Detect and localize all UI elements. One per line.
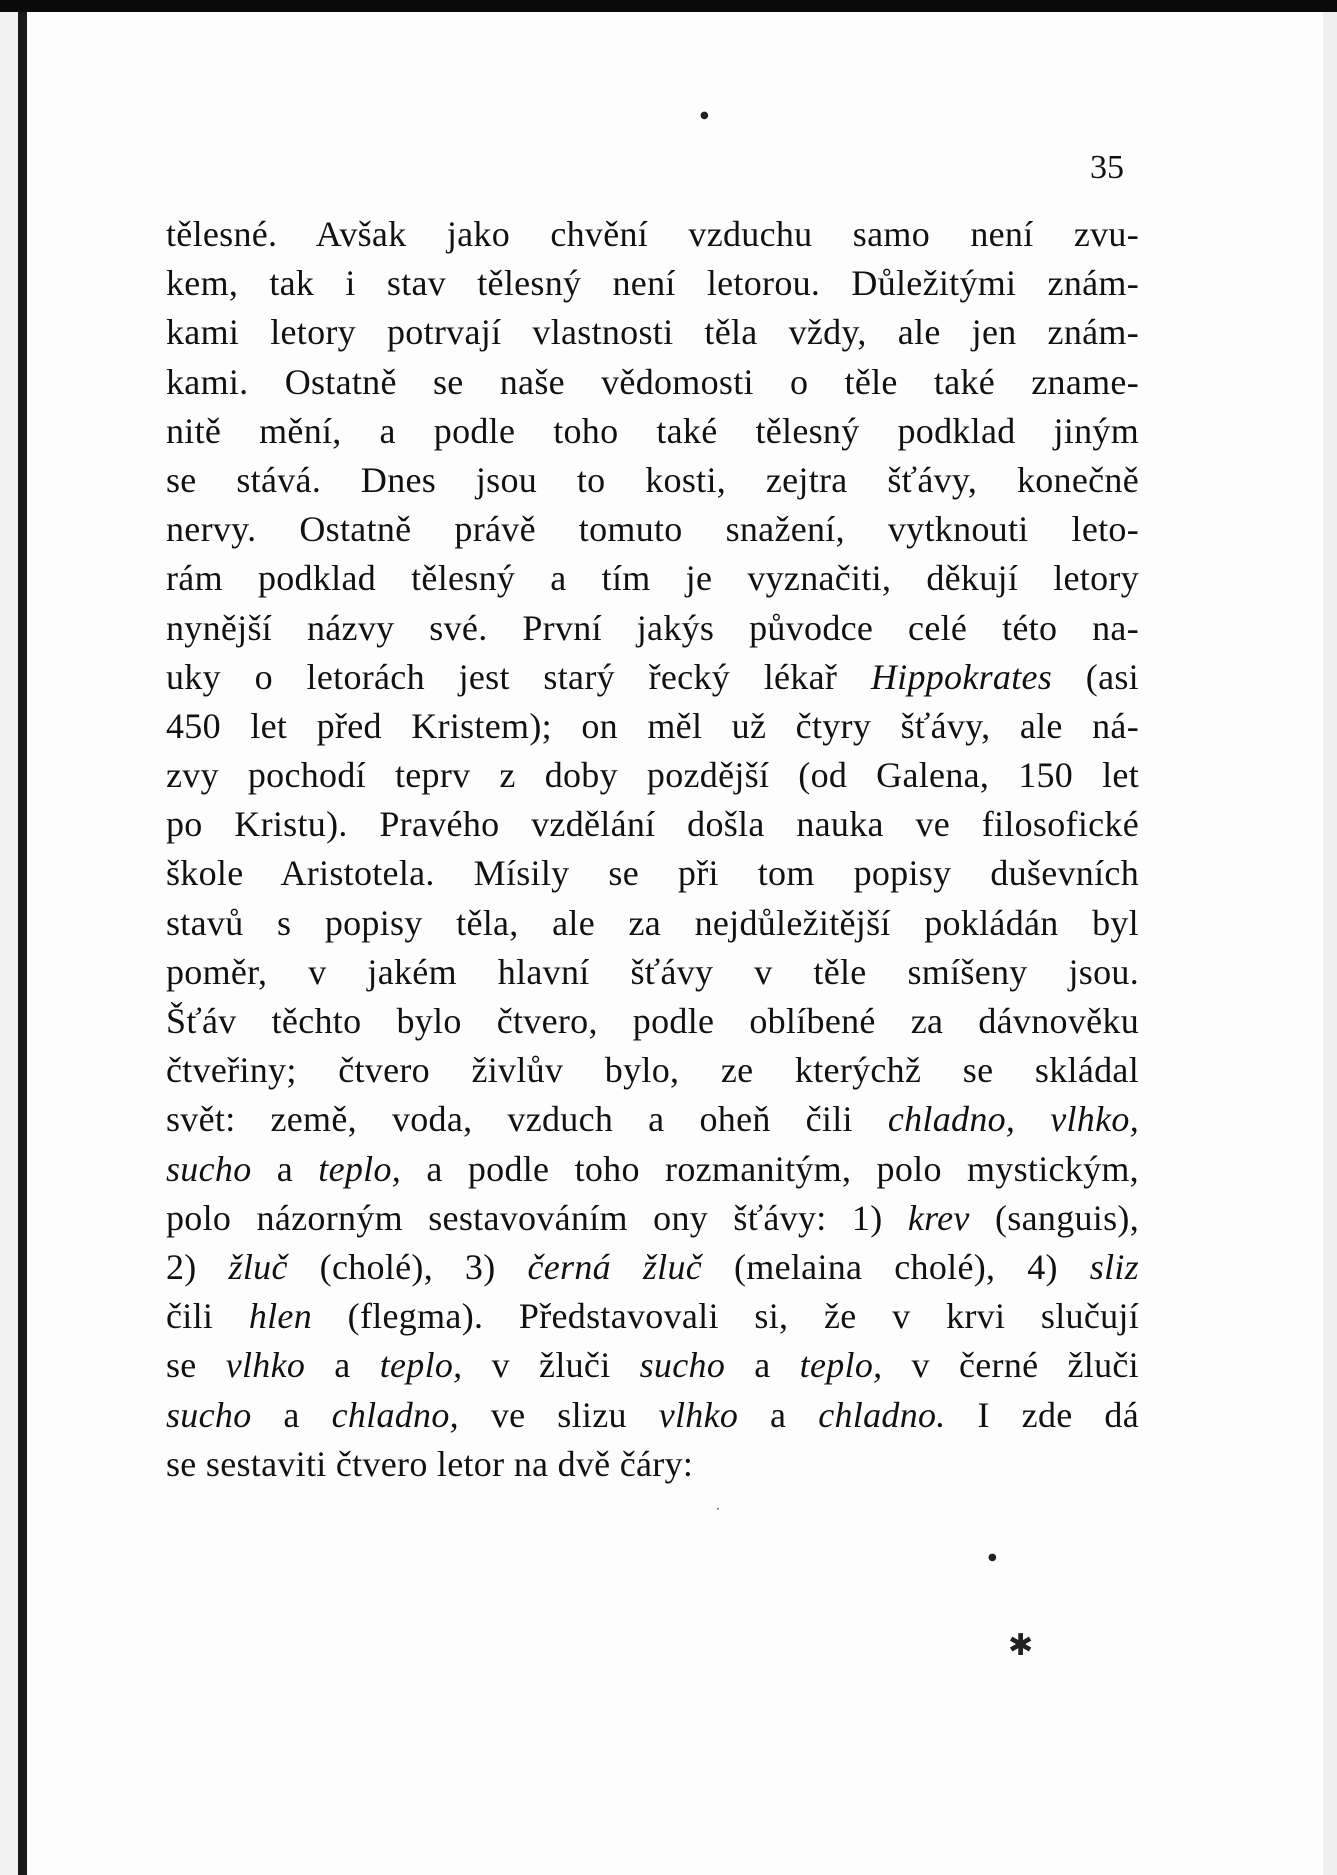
text-line xyxy=(166,800,1139,849)
scan-margin-right xyxy=(1323,12,1337,1875)
italic-term: teplo, xyxy=(799,1345,883,1386)
text-segment: se sestaviti čtvero letor na dvě čáry: xyxy=(166,1443,694,1484)
text-segment: nynější názvy své. První jakýs původce celé této na- xyxy=(166,607,1139,648)
text-line xyxy=(166,308,1139,357)
text-line xyxy=(166,653,1139,702)
text-segment: svět: země, voda, vzduch a oheň čili xyxy=(166,1099,888,1140)
text-segment: ve slizu xyxy=(458,1394,659,1435)
text-segment: se stává. Dnes jsou to kosti, zejtra šťávy, konečně xyxy=(166,459,1139,500)
text-line xyxy=(166,948,1139,997)
text-line xyxy=(166,1095,1139,1144)
italic-term: chladno. xyxy=(818,1394,946,1435)
text-segment: a xyxy=(305,1345,380,1386)
text-segment: kami letory potrvají vlastnosti těla vždy, ale jen znám- xyxy=(166,312,1139,353)
text-segment: Šťáv těchto bylo čtvero, podle oblíbené za dávnověku xyxy=(166,1001,1139,1041)
text-segment: a xyxy=(251,1148,319,1189)
text-segment: (flegma). Představovali si, že v krvi slučují xyxy=(312,1296,1140,1337)
italic-term: chladno, xyxy=(331,1394,459,1435)
text-segment: škole Aristotela. Mísily se při tom popisy duševních xyxy=(166,853,1139,894)
asterisk-mark: ✱ xyxy=(1008,1628,1034,1663)
text-line xyxy=(166,1391,1139,1440)
text-line xyxy=(166,456,1139,505)
italic-term: teplo, xyxy=(379,1345,463,1386)
italic-term: sucho xyxy=(639,1345,726,1386)
text-segment: a xyxy=(725,1345,800,1386)
text-segment: po Kristu). Pravého vzdělání došla nauka ve filosofické xyxy=(166,804,1139,845)
text-segment: (asi xyxy=(1052,656,1139,697)
text-segment: I zde dá xyxy=(945,1394,1139,1435)
text-segment: stavů s popisy těla, ale za nejdůležitější pokládán byl xyxy=(166,902,1139,943)
text-segment: a podle toho rozmanitým, polo mystickým, xyxy=(401,1148,1139,1189)
text-segment: poměr, v jakém hlavní šťávy v těle smíšeny jsou. xyxy=(166,951,1139,992)
text-segment: kami. Ostatně se naše vědomosti o těle také zname- xyxy=(166,361,1139,402)
speck: ● xyxy=(988,1552,997,1563)
italic-term: Hippokrates xyxy=(870,656,1053,697)
text-line xyxy=(166,1194,1139,1243)
italic-term: chladno, vlhko, xyxy=(887,1099,1139,1140)
text-line xyxy=(166,407,1139,456)
italic-term: krev xyxy=(907,1197,970,1238)
text-line xyxy=(166,997,1139,1046)
text-segment: rám podklad tělesný a tím je vyznačiti, děkují letory xyxy=(166,558,1139,599)
text-segment: (sanguis), xyxy=(969,1197,1139,1238)
italic-term: sucho xyxy=(166,1394,252,1435)
text-line xyxy=(166,210,1139,259)
text-segment: čili xyxy=(166,1296,249,1337)
text-line xyxy=(166,1292,1139,1341)
italic-term: teplo, xyxy=(318,1148,402,1189)
text-segment: nitě mění, a podle toho také tělesný podklad jiným xyxy=(166,410,1139,451)
italic-term: žluč xyxy=(228,1246,288,1287)
text-line xyxy=(166,358,1139,407)
text-segment: (melaina cholé), 4) xyxy=(702,1246,1090,1287)
text-segment: 2) xyxy=(166,1246,229,1287)
scan-edge-top xyxy=(0,0,1337,12)
text-segment: kem, tak i stav tělesný není letorou. Důležitými znám- xyxy=(166,263,1139,304)
text-segment: polo názorným sestavováním ony šťávy: 1) xyxy=(166,1197,908,1238)
text-segment: uky o letorách jest starý řecký lékař xyxy=(166,656,871,697)
text-line xyxy=(166,1341,1139,1390)
scan-edge-left xyxy=(18,12,27,1875)
body-text xyxy=(166,210,1139,1489)
italic-term: sliz xyxy=(1089,1246,1139,1287)
text-segment: zvy pochodí teprv z doby pozdější (od Galena, 150 let xyxy=(166,755,1139,796)
text-segment: tělesné. Avšak jako chvění vzduchu samo není zvu- xyxy=(166,214,1139,254)
text-line xyxy=(166,604,1139,653)
text-line xyxy=(166,1440,1139,1489)
text-line xyxy=(166,751,1139,800)
text-line xyxy=(166,259,1139,308)
text-segment: čtveřiny; čtvero živlův bylo, ze kterýchž se skládal xyxy=(166,1050,1139,1091)
text-segment: (cholé), 3) xyxy=(287,1246,528,1287)
italic-term: vlhko xyxy=(658,1394,739,1435)
text-line xyxy=(166,899,1139,948)
text-segment: nervy. Ostatně právě tomuto snažení, vytknouti leto- xyxy=(166,509,1139,550)
italic-term: hlen xyxy=(248,1296,313,1337)
italic-term: černá žluč xyxy=(527,1246,703,1287)
scan-margin-left xyxy=(0,12,18,1875)
text-line xyxy=(166,1243,1139,1292)
text-segment: se xyxy=(166,1345,226,1386)
text-line xyxy=(166,702,1139,751)
page-number: 35 xyxy=(1090,149,1124,186)
italic-term: sucho xyxy=(166,1148,252,1189)
text-line xyxy=(166,554,1139,603)
text-segment: 450 let před Kristem); on měl už čtyry šťávy, ale ná- xyxy=(166,705,1139,746)
text-line xyxy=(166,505,1139,554)
text-line xyxy=(166,849,1139,898)
text-segment: a xyxy=(251,1394,332,1435)
text-segment: v černé žluči xyxy=(882,1345,1139,1386)
text-segment: v žluči xyxy=(462,1345,640,1386)
speck: ● xyxy=(700,110,709,121)
text-segment: a xyxy=(738,1394,819,1435)
text-line xyxy=(166,1046,1139,1095)
speck: · xyxy=(716,1502,720,1516)
italic-term: vlhko xyxy=(225,1345,306,1386)
text-line xyxy=(166,1145,1139,1194)
